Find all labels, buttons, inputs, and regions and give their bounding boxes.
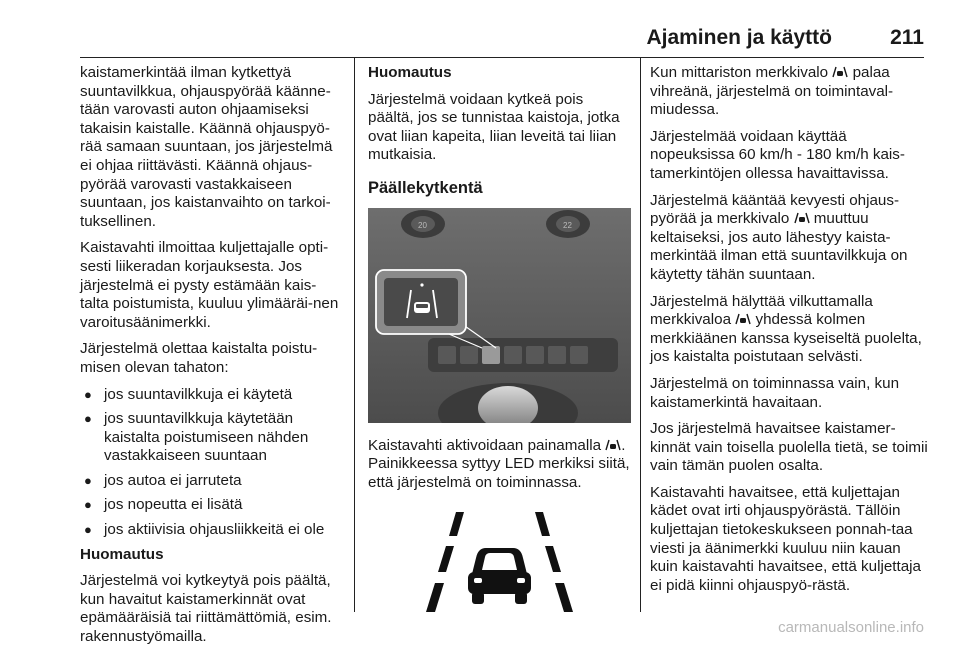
watermark: carmanualsonline.info <box>778 619 924 636</box>
paragraph: Järjestelmä on toiminnassa vain, kun kaistamerkintä havaitaan. <box>650 374 900 411</box>
header-divider <box>80 57 924 58</box>
lane-keep-icon <box>794 212 810 224</box>
paragraph: Kaistavahti ilmoittaa kuljettajalle opti-sesti liikeradan korjauksesta. Jos järjestelmä ei pysty estämään kais-talta poistumista, kuuluu ylimääräi-nen varoitusäänimerkki. <box>80 239 339 331</box>
paragraph: Kaistavahti havaitsee, että kuljettajan kädet ovat irti ohjauspyörästä. Tällöin kuljettajan tietokeskukseen ponnah-taa viesti ja äänimerkki kuuluu niin kauan kuin kaistavahti havaitsee, että kuljettaja ei pidä kiinni ohjauspyö-rästä. <box>650 483 922 594</box>
list-item: ● jos nopeutta ei lisätä <box>80 496 343 515</box>
console-photo <box>368 208 631 423</box>
temp-display-right: 22 <box>563 220 572 230</box>
list-item: ● jos autoa ei jarruteta <box>80 472 343 491</box>
note-title: Huomautus <box>80 545 164 563</box>
column-2 <box>368 64 631 616</box>
column-divider-right <box>640 58 641 612</box>
section-heading: Päällekytkentä <box>368 178 483 197</box>
note-title: Huomautus <box>368 64 452 81</box>
page-header <box>80 26 924 56</box>
paragraph: Kaistavahti aktivoidaan painamalla . Painikkeessa syttyy LED merkiksi siitä, että järjestelmä on toiminnassa. <box>368 436 630 491</box>
lane-keep-icon <box>735 313 751 325</box>
lane-keep-icon <box>832 66 848 78</box>
temp-display-left: 20 <box>418 220 427 230</box>
paragraph: Järjestelmä hälyttää vilkuttamalla merkkivaloa yhdessä kolmen merkkiäänen kanssa kyseiseltä puolelta, jos kaistalta poistutaan selvästi. <box>650 292 922 366</box>
note-text: Järjestelmä voidaan kytkeä pois päältä, jos se tunnistaa kaistoja, jotka ovat liian kapeita, liian leveitä tai liian mutkaisia. <box>368 90 620 164</box>
paragraph: Järjestelmä olettaa kaistalta poistu-misen olevan tahaton: <box>80 340 318 376</box>
paragraph: Järjestelmää voidaan käyttää nopeuksissa 60 km/h - 180 km/h kais-tamerkintöjen ollessa havaittavissa. <box>650 127 905 182</box>
paragraph: kaistamerkintää ilman kytkettyä suuntavilkkua, ohjauspyörää käänne-tään varovasti auton ohjaamiseksi takaisin kaistalle. Käännä ohjauspyö-rää samaan suuntaan, jos järjestelmä ei ohjaa riittävästi. Käännä ohjaus-pyörää varovasti vastakkaiseen suuntaan, jos kaistanvaihto on tarkoi-tuksellinen. <box>80 64 333 230</box>
list-item: ● jos suuntavilkkuja käytetään kaistalta poistumiseen nähden vastakkaiseen suuntaan <box>80 410 343 466</box>
lane-keep-assist-icon <box>368 506 631 616</box>
list-item: ● jos aktiivisia ohjausliikkeitä ei ole <box>80 521 343 540</box>
section-title: Ajaminen ja käyttö <box>646 26 832 49</box>
page-number: 211 <box>890 26 924 49</box>
note-text: Järjestelmä voi kytkeytyä pois päältä, kun havaitut kaistamerkinnät ovat epämääräisiä tai riittämättömiä, esim. rakennustyömailla. <box>80 572 332 646</box>
list-item: ● jos suuntavilkkuja ei käytetä <box>80 386 343 405</box>
paragraph: Järjestelmä kääntää kevyesti ohjaus-pyörää ja merkkivalo muuttuu keltaiseksi, jos auto lähestyy kaista-merkintää ilman että suuntavilkkuja on käytetty tähän suuntaan. <box>650 191 908 283</box>
column-3 <box>650 64 928 603</box>
paragraph: Jos järjestelmä havaitsee kaistamer-kinnät vain toisella puolella tietä, se toimii vain tämän puolen osalta. <box>650 420 928 475</box>
column-divider-left <box>354 58 355 612</box>
paragraph: Kun mittariston merkkivalo palaa vihreänä, järjestelmä on toimintaval-miudessa. <box>650 64 894 119</box>
column-1 <box>80 64 343 655</box>
lane-keep-icon <box>605 439 621 451</box>
bullet-list <box>80 386 343 540</box>
